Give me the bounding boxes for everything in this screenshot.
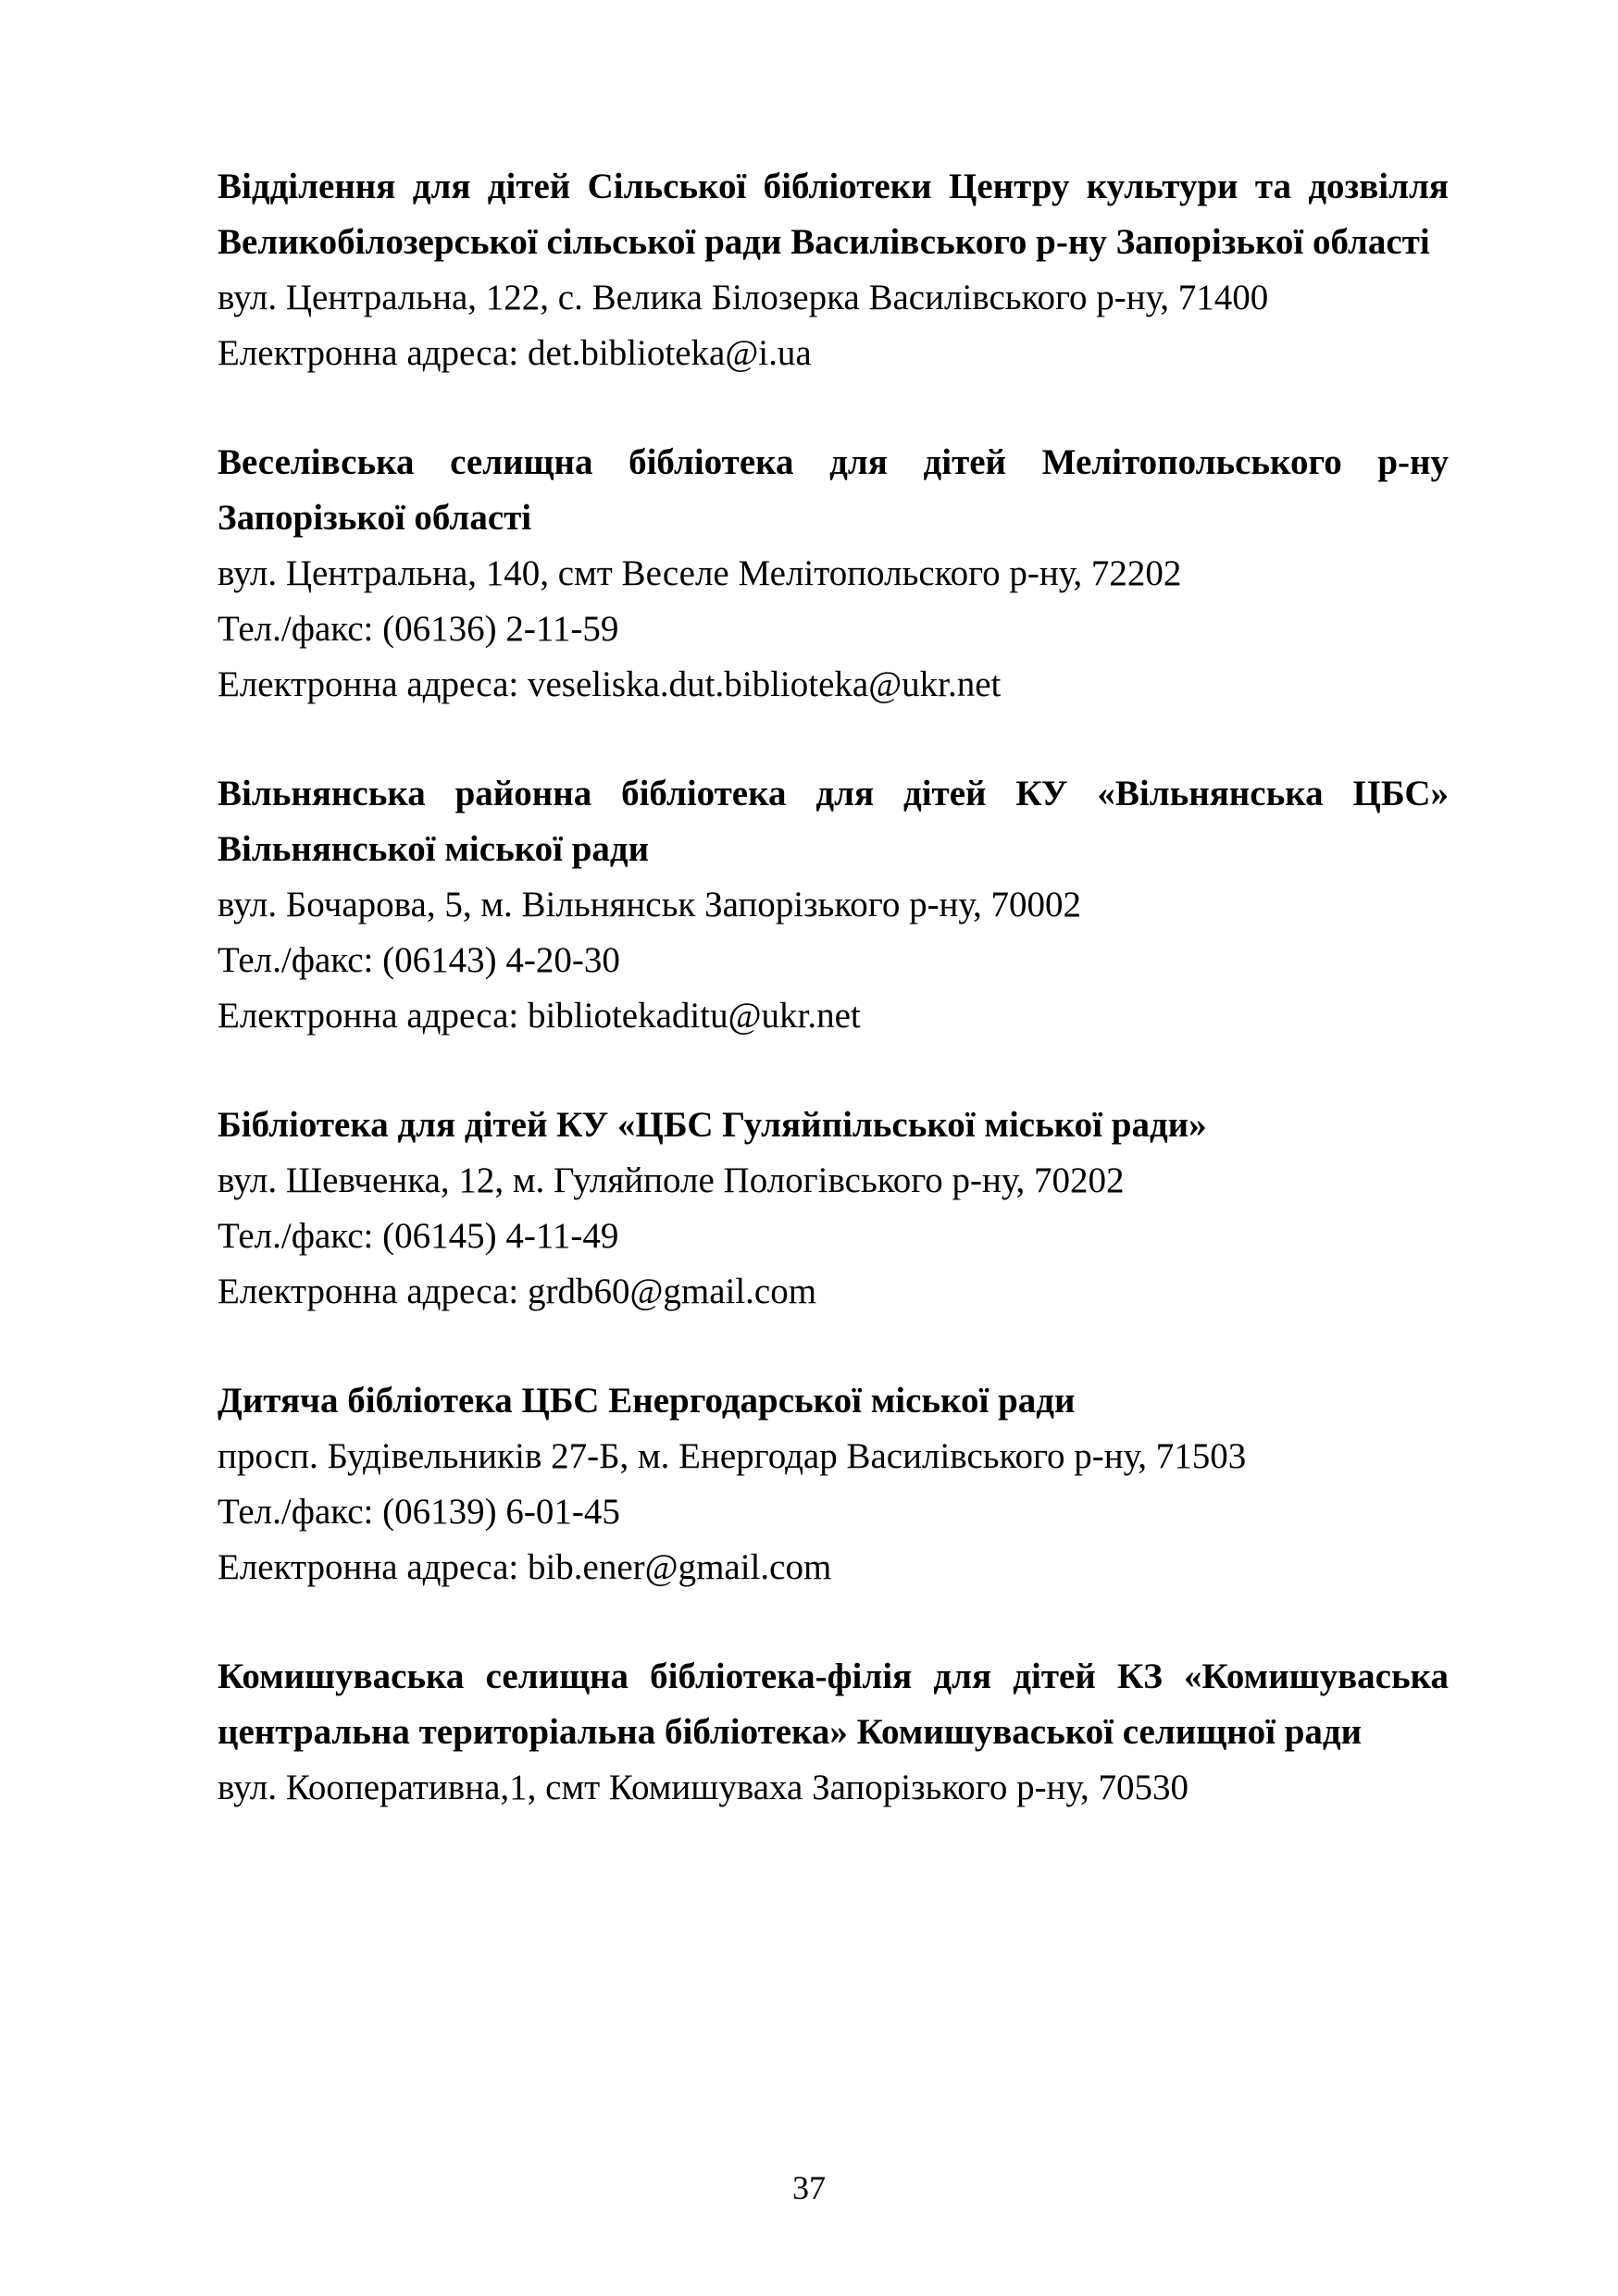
library-phone: Тел./факс: (06143) 4-20-30 bbox=[218, 940, 620, 980]
library-email: Електронна адреса: bibliotekaditu@ukr.net bbox=[218, 996, 861, 1036]
library-entry-2 bbox=[218, 435, 1449, 713]
library-entry-6 bbox=[218, 1649, 1449, 1816]
document-page bbox=[218, 159, 1449, 1869]
library-entry-1 bbox=[218, 159, 1449, 381]
library-address: просп. Будівельників 27-Б, м. Енергодар Василівського р-ну, 71503 bbox=[218, 1436, 1247, 1476]
library-entry-3 bbox=[218, 766, 1449, 1044]
library-email: Електронна адреса: det.biblioteka@i.ua bbox=[218, 333, 812, 373]
library-name: Бібліотека для дітей КУ «ЦБС Гуляйпільської міської ради» bbox=[218, 1105, 1207, 1145]
library-phone: Тел./факс: (06139) 6-01-45 bbox=[218, 1492, 620, 1532]
library-name: Відділення для дітей Сільської бібліотеки Центру культури та дозвілля Великобілозерської сільської ради Василівського р-ну Запорізької області bbox=[218, 167, 1449, 262]
library-entry-4 bbox=[218, 1098, 1449, 1320]
library-email: Електронна адреса: bib.ener@gmail.com bbox=[218, 1547, 832, 1587]
library-name: Комишуваська селищна бібліотека-філія для дітей КЗ «Комишуваська центральна територіальна бібліотека» Комишуваської селищної ради bbox=[218, 1657, 1449, 1752]
library-name: Вільнянська районна бібліотека для дітей КУ «Вільнянська ЦБС» Вільнянської міської ради bbox=[218, 774, 1449, 869]
library-address: вул. Кооперативна,1, смт Комишуваха Запорізького р-ну, 70530 bbox=[218, 1768, 1189, 1807]
library-email: Електронна адреса: grdb60@gmail.com bbox=[218, 1272, 817, 1311]
library-address: вул. Центральна, 140, смт Веселе Мелітопольского р-ну, 72202 bbox=[218, 553, 1182, 593]
library-email: Електронна адреса: veseliska.dut.biblioteka@ukr.net bbox=[218, 664, 1002, 704]
library-name: Веселівська селищна бібліотека для дітей Мелітопольського р-ну Запорізької області bbox=[218, 442, 1449, 538]
library-entry-5 bbox=[218, 1373, 1449, 1595]
library-address: вул. Центральна, 122, с. Велика Білозерка Василівського р-ну, 71400 bbox=[218, 278, 1269, 317]
page-number: 37 bbox=[792, 2169, 826, 2206]
library-phone: Тел./факс: (06145) 4-11-49 bbox=[218, 1216, 619, 1256]
library-phone: Тел./факс: (06136) 2-11-59 bbox=[218, 609, 619, 649]
library-name: Дитяча бібліотека ЦБС Енергодарської міської ради bbox=[218, 1381, 1076, 1421]
library-address: вул. Бочарова, 5, м. Вільнянськ Запорізького р-ну, 70002 bbox=[218, 885, 1082, 925]
library-address: вул. Шевченка, 12, м. Гуляйполе Пологівського р-ну, 70202 bbox=[218, 1160, 1125, 1200]
